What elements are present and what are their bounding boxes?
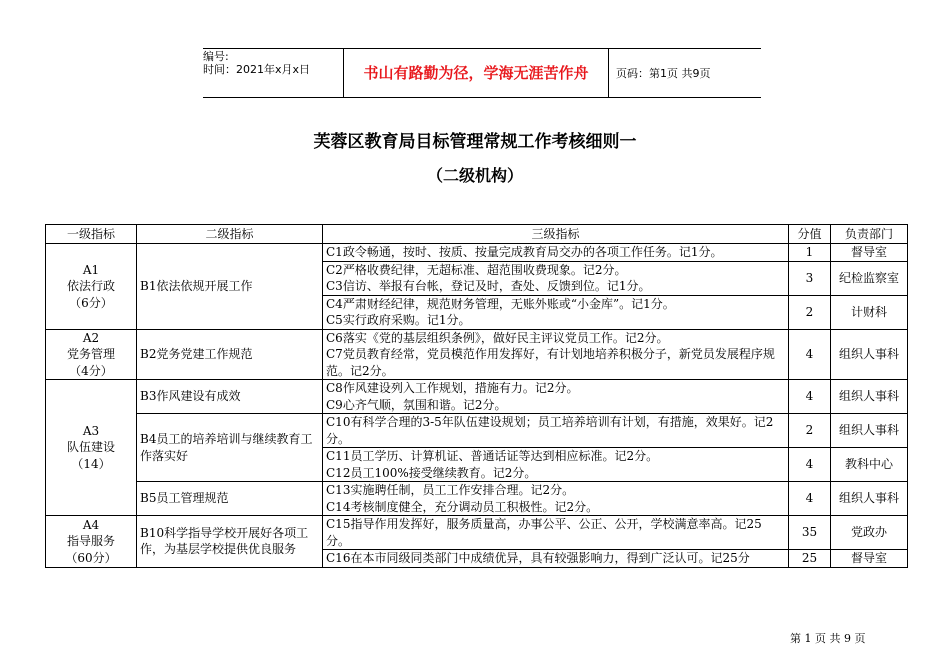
level3-c10: C10有科学合理的3-5年队伍建设规划；员工培养培训有计划，有措施，效果好。记2分。	[323, 414, 789, 448]
level2-b10: B10科学指导学校开展好各项工作，为基层学校提供优良服务	[137, 516, 323, 568]
level1-a1: A1 依法行政 （6分）	[46, 244, 137, 330]
department-cell: 纪检监察室	[831, 261, 908, 295]
score-cell: 1	[789, 244, 831, 262]
table-row	[46, 482, 908, 516]
header-level1: 一级指标	[46, 225, 137, 244]
department-cell: 计财科	[831, 295, 908, 329]
department-cell: 督导室	[831, 550, 908, 568]
table-row	[46, 516, 908, 550]
department-cell: 组织人事科	[831, 329, 908, 380]
table-row	[46, 380, 908, 414]
score-cell: 4	[789, 329, 831, 380]
header-meta	[203, 48, 343, 97]
level3-c4-c5: C4严肃财经纪律，规范财务管理，无账外账或“小金库”。记1分。 C5实行政府采购。记1分。	[323, 295, 789, 329]
table-header-row	[46, 225, 908, 244]
header-score: 分值	[789, 225, 831, 244]
score-cell: 2	[789, 295, 831, 329]
department-cell: 组织人事科	[831, 414, 908, 448]
level3-c15: C15指导作用发挥好，服务质量高，办事公平、公正、公开，学校满意率高。记25分。	[323, 516, 789, 550]
level3-c2-c3: C2严格收费纪律，无超标准、超范围收费现象。记2分。 C3信访、举报有台帐，登记及时，查处、反馈到位。记1分。	[323, 261, 789, 295]
level1-a2: A2 党务管理 （4分）	[46, 329, 137, 380]
score-cell: 25	[789, 550, 831, 568]
header-page-code: 页码：第1页 共9页	[616, 66, 711, 80]
level2-b4: B4员工的培养培训与继续教育工作落实好	[137, 414, 323, 482]
level3-c11-c12: C11员工学历、计算机证、普通话证等达到相应标准。记2分。 C12员工100%接受继续教育。记2分。	[323, 448, 789, 482]
table-row	[46, 244, 908, 262]
level1-a4: A4 指导服务 （60分）	[46, 516, 137, 568]
table-row	[46, 329, 908, 380]
department-cell: 教科中心	[831, 448, 908, 482]
table-row	[46, 414, 908, 448]
level3-c16: C16在本市同级同类部门中成绩优异，具有较强影响力，得到广泛认可。记25分	[323, 550, 789, 568]
level2-b2: B2党务党建工作规范	[137, 329, 323, 380]
footer-page-number: 第 1 页 共 9 页	[790, 632, 866, 645]
doc-time: 时间：2021年x月x日	[203, 63, 311, 76]
level2-b1: B1依法依规开展工作	[137, 244, 323, 330]
doc-number-label: 编号:	[203, 50, 229, 63]
header-motto: 书山有路勤为径，学海无涯苦作舟	[343, 48, 609, 97]
header-level3: 三级指标	[323, 225, 789, 244]
score-cell: 4	[789, 482, 831, 516]
level3-c1: C1政令畅通，按时、按质、按量完成教育局交办的各项工作任务。记1分。	[323, 244, 789, 262]
score-cell: 3	[789, 261, 831, 295]
level2-b3: B3作风建设有成效	[137, 380, 323, 414]
department-cell: 组织人事科	[831, 380, 908, 414]
page-title: 芙蓉区教育局目标管理常规工作考核细则一	[313, 132, 637, 152]
level3-c6-c7: C6落实《党的基层组织条例》，做好民主评议党员工作。记2分。 C7党员教育经常，党员模范作用发挥好，有计划地培养积极分子，新党员发展程序规范。记2分。	[323, 329, 789, 380]
level3-c13-c14: C13实施聘任制，员工工作安排合理。记2分。 C14考核制度健全，充分调动员工积极性。记2分。	[323, 482, 789, 516]
level1-a3: A3 队伍建设 （14）	[46, 380, 137, 516]
page-subtitle: （二级机构）	[426, 166, 523, 185]
header-department: 负责部门	[831, 225, 908, 244]
level2-b5: B5员工管理规范	[137, 482, 323, 516]
level3-c8-c9: C8作风建设列入工作规划，措施有力。记2分。 C9心齐气顺，氛围和谐。记2分。	[323, 380, 789, 414]
department-cell: 督导室	[831, 244, 908, 262]
department-cell: 组织人事科	[831, 482, 908, 516]
score-cell: 35	[789, 516, 831, 550]
score-cell: 4	[789, 380, 831, 414]
header-bottom-rule	[203, 97, 761, 98]
score-cell: 2	[789, 414, 831, 448]
header-level2: 二级指标	[137, 225, 323, 244]
score-cell: 4	[789, 448, 831, 482]
department-cell: 党政办	[831, 516, 908, 550]
assessment-table	[45, 224, 908, 568]
